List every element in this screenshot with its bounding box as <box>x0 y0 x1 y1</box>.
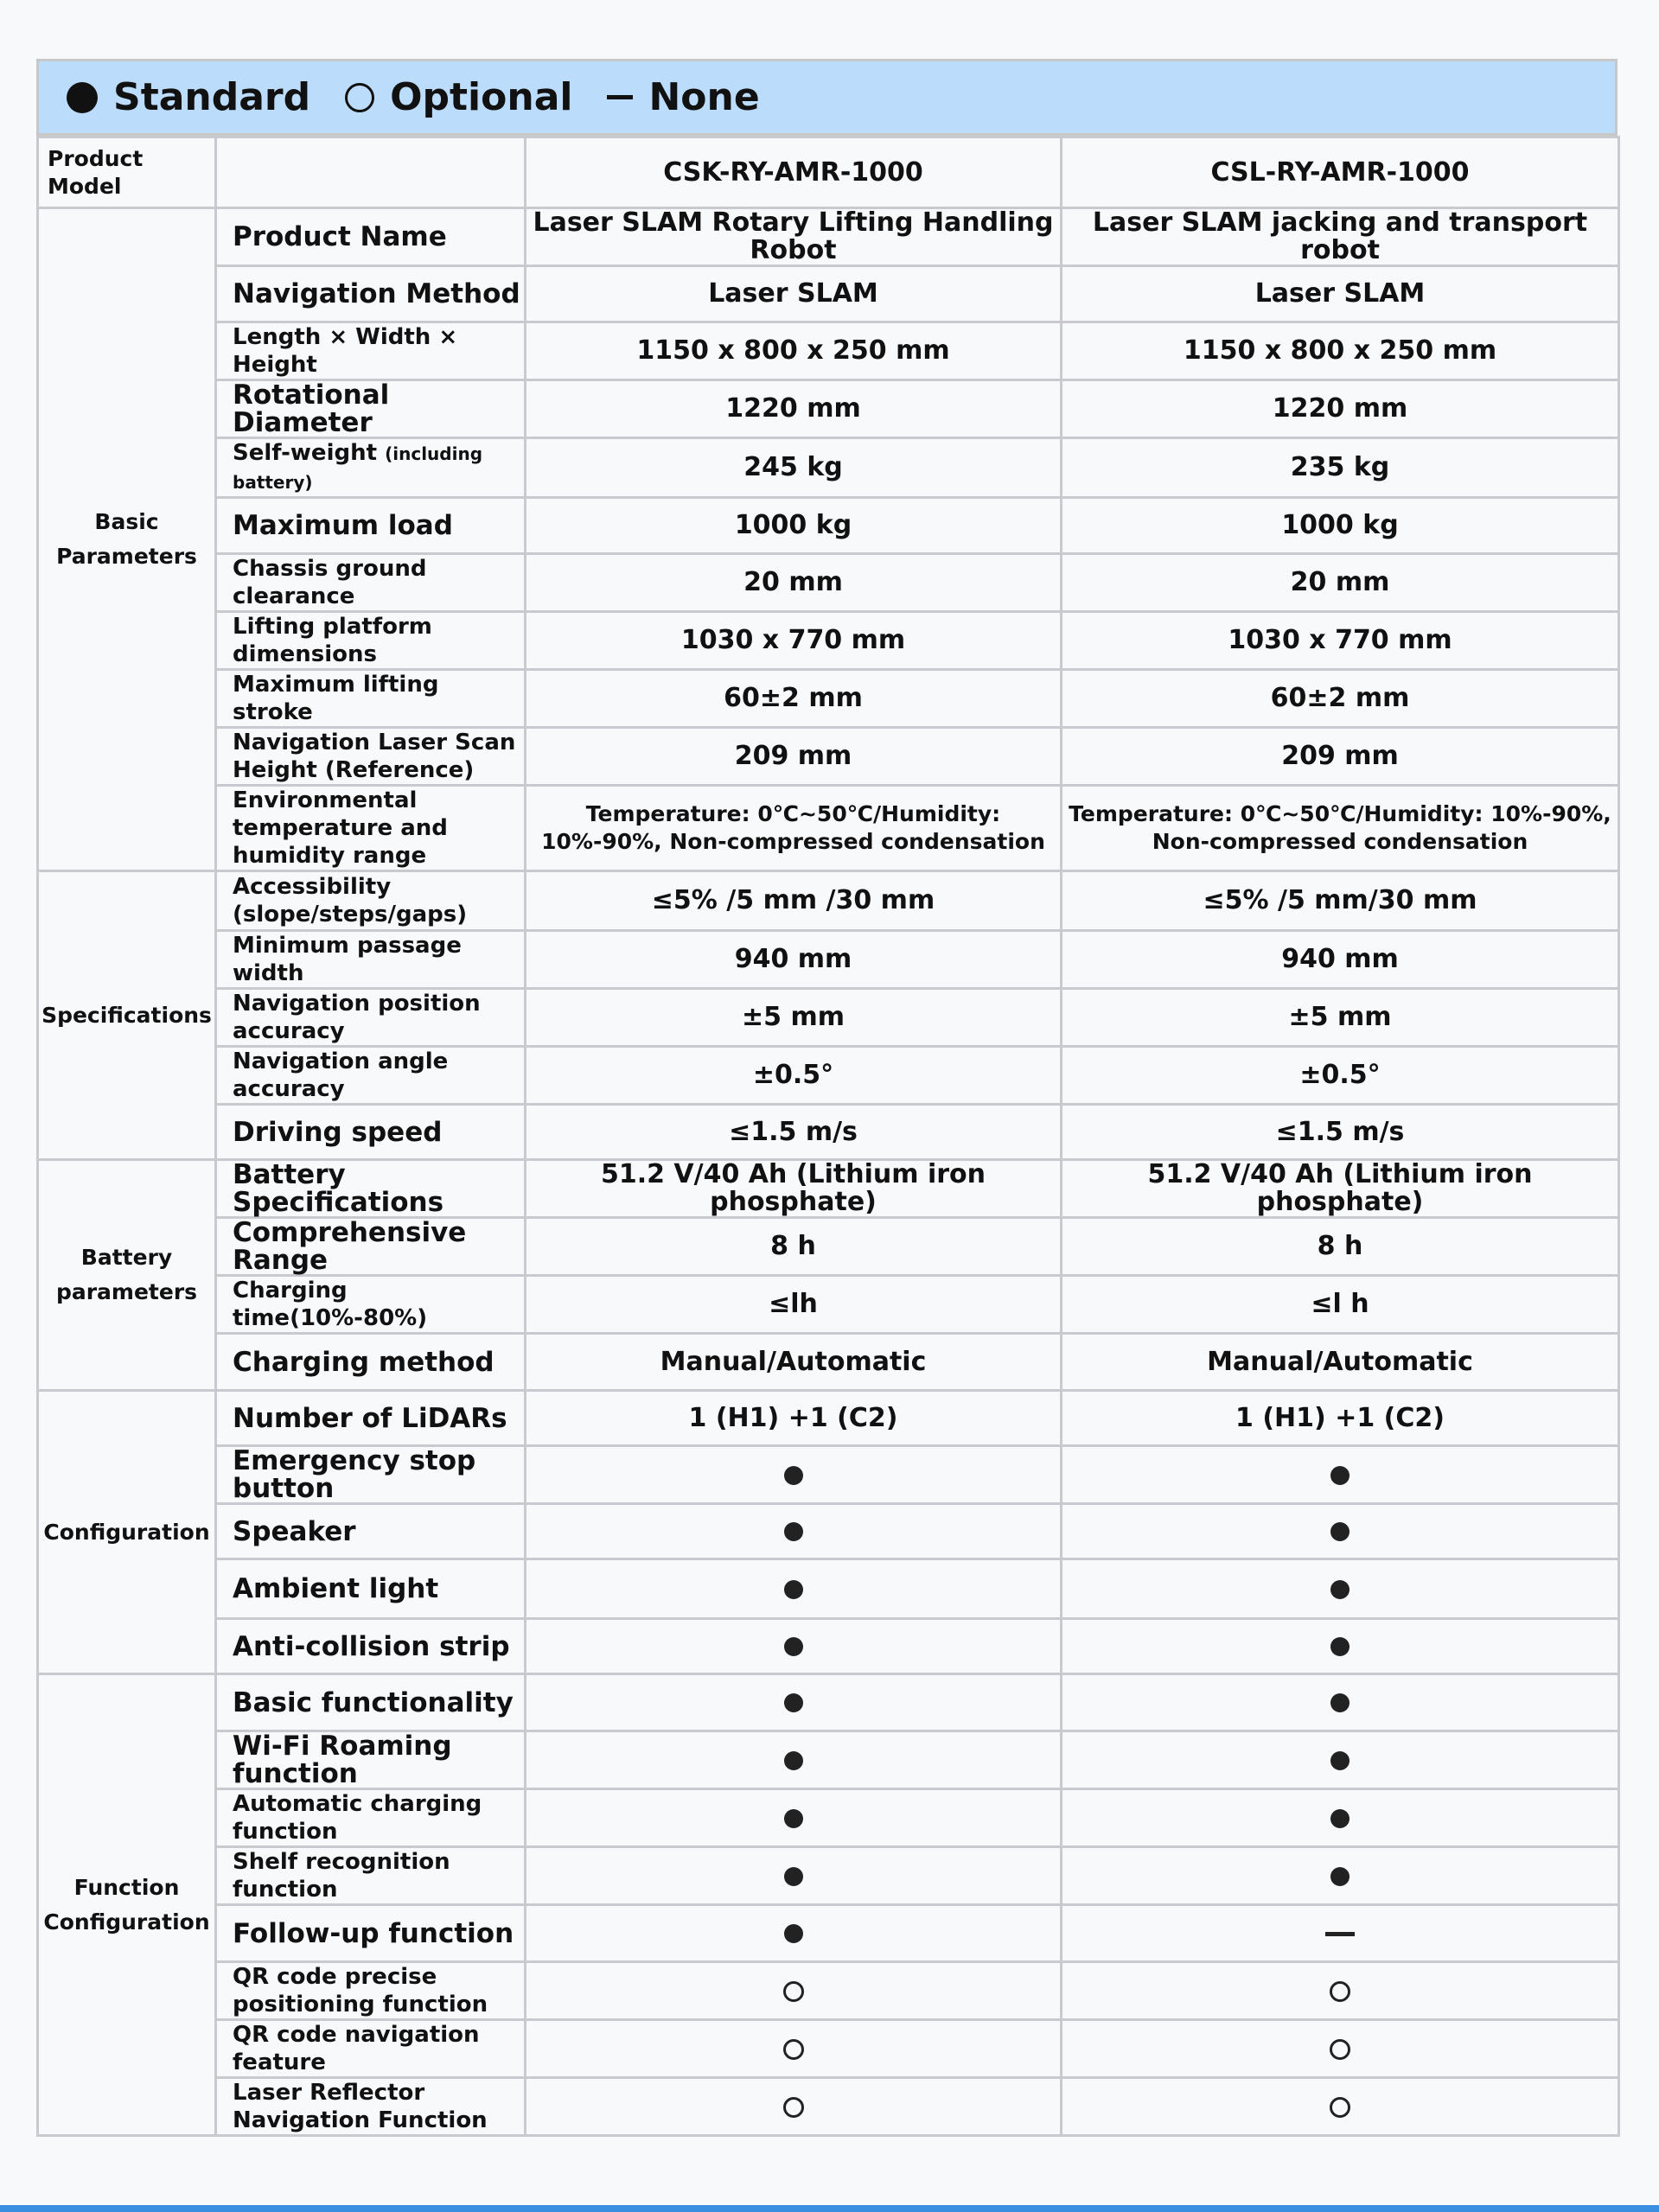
value-text: Laser SLAM Rotary Lifting Handling Robot <box>533 207 1054 265</box>
value-text: 235 kg <box>1290 452 1390 482</box>
legend-standard-label: Standard <box>113 75 311 119</box>
row-label-text: QR code precise positioning function <box>233 1964 488 2018</box>
value-text: ≤5% /5 mm/30 mm <box>1203 885 1477 915</box>
value-text: 20 mm <box>743 567 843 597</box>
value-cell-a <box>526 1446 1062 1504</box>
table-row <box>38 871 1619 931</box>
table-row <box>38 1218 1619 1276</box>
table-row <box>38 1160 1619 1218</box>
table-row <box>38 1619 1619 1674</box>
value-cell-b <box>1062 1446 1619 1504</box>
table-row <box>38 554 1619 612</box>
row-label <box>216 1504 526 1559</box>
value-cell-a <box>526 1559 1062 1619</box>
row-label <box>216 1334 526 1391</box>
value-cell-b <box>1062 1905 1619 1962</box>
filled-circle-icon <box>1330 1693 1350 1712</box>
value-cell-b <box>1062 1391 1619 1446</box>
row-label-text: Automatic charging function <box>233 1791 482 1845</box>
value-cell-b <box>1062 1731 1619 1789</box>
table-row <box>38 931 1619 989</box>
value-cell-b <box>1062 266 1619 322</box>
value-cell-a <box>526 1789 1062 1847</box>
filled-circle-icon <box>67 82 98 113</box>
row-label <box>216 728 526 786</box>
table-row <box>38 1559 1619 1619</box>
group-label-specs: Specifications <box>38 871 216 1160</box>
row-label <box>216 498 526 554</box>
value-cell-b <box>1062 786 1619 871</box>
row-label-text: Laser Reflector Navigation Function <box>233 2080 488 2133</box>
value-cell-a <box>526 498 1062 554</box>
value-text: Laser SLAM jacking and transport robot <box>1092 207 1588 265</box>
row-label <box>216 438 526 498</box>
row-label-text: Rotational Diameter <box>233 379 390 438</box>
row-label-text: Self-weight <box>233 440 378 466</box>
row-label-text: Navigation Laser Scan Height (Reference) <box>233 730 516 783</box>
model-b: CSL-RY-AMR-1000 <box>1062 137 1619 208</box>
group-label-battery: Battery parameters <box>38 1160 216 1391</box>
row-label <box>216 1674 526 1731</box>
row-label-text: Product Name <box>233 221 447 252</box>
filled-circle-icon <box>784 1466 803 1485</box>
value-cell-a <box>526 1391 1062 1446</box>
row-label <box>216 2078 526 2136</box>
value-cell-a <box>526 1504 1062 1559</box>
value-cell-a <box>526 266 1062 322</box>
table-row <box>38 728 1619 786</box>
dash-icon <box>1325 1932 1355 1936</box>
filled-circle-icon <box>784 1693 803 1712</box>
filled-circle-icon <box>784 1580 803 1599</box>
value-cell-b <box>1062 1334 1619 1391</box>
value-cell-a <box>526 1218 1062 1276</box>
value-text: 1150 x 800 x 250 mm <box>636 335 950 366</box>
value-text: ±0.5° <box>752 1060 834 1090</box>
value-cell-b <box>1062 1789 1619 1847</box>
value-cell-b <box>1062 1276 1619 1334</box>
value-text: 60±2 mm <box>724 683 863 713</box>
table-row <box>38 2078 1619 2136</box>
row-label-text: Comprehensive Range <box>233 1217 467 1276</box>
row-label <box>216 1391 526 1446</box>
table-row <box>38 1962 1619 2020</box>
table-row <box>38 1105 1619 1160</box>
value-text: 940 mm <box>1281 944 1399 974</box>
value-cell-a <box>526 931 1062 989</box>
table-row <box>38 1504 1619 1559</box>
row-label-text: Charging method <box>233 1346 495 1378</box>
filled-circle-icon <box>784 1924 803 1943</box>
value-cell-b <box>1062 1619 1619 1674</box>
row-label-text: Environmental temperature and humidity range <box>233 787 448 869</box>
value-text: ±0.5° <box>1299 1060 1381 1090</box>
row-label-text: QR code navigation feature <box>233 2022 480 2075</box>
table-row <box>38 612 1619 670</box>
legend-optional <box>345 75 572 119</box>
value-cell-b <box>1062 1847 1619 1905</box>
row-label-text: Charging time(10%-80%) <box>233 1278 428 1331</box>
hollow-circle-icon <box>783 2097 804 2118</box>
value-cell-b <box>1062 554 1619 612</box>
row-label-text: Maximum load <box>233 510 453 541</box>
value-text: Manual/Automatic <box>660 1346 927 1377</box>
value-cell-a <box>526 438 1062 498</box>
value-text: 1220 mm <box>1272 393 1408 424</box>
row-label <box>216 1559 526 1619</box>
row-label-text: Wi-Fi Roaming function <box>233 1731 452 1789</box>
table-row <box>38 438 1619 498</box>
value-cell-a <box>526 1047 1062 1105</box>
row-label-text: Emergency stop button <box>233 1445 476 1504</box>
row-label-text: Driving speed <box>233 1116 443 1148</box>
value-text: Temperature: 0℃~50℃/Humidity: 10%-90%, Non-compressed condensation <box>541 801 1045 854</box>
value-text: ≤l h <box>1311 1289 1369 1319</box>
table-row <box>38 208 1619 266</box>
value-text: 1030 x 770 mm <box>680 625 906 655</box>
row-label <box>216 1446 526 1504</box>
row-label <box>216 2020 526 2078</box>
row-label <box>216 1105 526 1160</box>
row-label <box>216 554 526 612</box>
value-cell-b <box>1062 612 1619 670</box>
filled-circle-icon <box>1330 1466 1350 1485</box>
filled-circle-icon <box>784 1637 803 1656</box>
row-label-text: Navigation angle accuracy <box>233 1049 449 1102</box>
row-label <box>216 322 526 380</box>
value-cell-a <box>526 786 1062 871</box>
value-cell-b <box>1062 1559 1619 1619</box>
table-row <box>38 1905 1619 1962</box>
value-text: ≤1.5 m/s <box>1275 1116 1405 1147</box>
model-header-label: Product Model <box>38 137 216 208</box>
row-label <box>216 871 526 931</box>
value-text: 1000 kg <box>734 510 852 540</box>
spec-sheet <box>36 59 1618 2137</box>
row-label-text: Basic functionality <box>233 1686 514 1718</box>
value-cell-b <box>1062 1105 1619 1160</box>
row-label-text: Shelf recognition function <box>233 1849 450 1903</box>
table-row <box>38 2020 1619 2078</box>
table-row <box>38 1334 1619 1391</box>
table-row <box>38 1047 1619 1105</box>
filled-circle-icon <box>1330 1809 1350 1828</box>
row-label <box>216 931 526 989</box>
model-header-blank <box>216 137 526 208</box>
value-text: ±5 mm <box>1288 1002 1392 1032</box>
row-label <box>216 1847 526 1905</box>
value-text: 1220 mm <box>725 393 861 424</box>
value-cell-b <box>1062 2020 1619 2078</box>
row-label-text: Maximum lifting stroke <box>233 672 439 725</box>
value-text: 209 mm <box>734 741 852 771</box>
row-label <box>216 1218 526 1276</box>
table-row <box>38 1731 1619 1789</box>
row-label-text: Chassis ground clearance <box>233 556 427 609</box>
filled-circle-icon <box>784 1867 803 1886</box>
table-row <box>38 266 1619 322</box>
row-label-text: Anti-collision strip <box>233 1630 510 1662</box>
legend-optional-label: Optional <box>390 75 573 119</box>
table-row <box>38 380 1619 438</box>
value-cell-a <box>526 554 1062 612</box>
table-row <box>38 1789 1619 1847</box>
value-text: Laser SLAM <box>1254 278 1426 309</box>
value-text: ≤5% /5 mm /30 mm <box>651 885 935 915</box>
model-a: CSK-RY-AMR-1000 <box>526 137 1062 208</box>
legend-none-label: None <box>648 75 760 119</box>
value-cell-a <box>526 871 1062 931</box>
value-cell-b <box>1062 1047 1619 1105</box>
value-cell-a <box>526 2078 1062 2136</box>
model-row <box>38 137 1619 208</box>
value-text: 209 mm <box>1281 741 1399 771</box>
value-text: 1030 x 770 mm <box>1228 625 1452 655</box>
value-cell-b <box>1062 1504 1619 1559</box>
value-cell-a <box>526 1334 1062 1391</box>
value-text: 51.2 V/40 Ah (Lithium iron phosphate) <box>600 1159 986 1217</box>
value-cell-a <box>526 728 1062 786</box>
row-label-text: Lifting platform dimensions <box>233 614 432 667</box>
value-cell-a <box>526 1962 1062 2020</box>
value-text: 1150 x 800 x 250 mm <box>1183 335 1497 366</box>
value-cell-b <box>1062 989 1619 1047</box>
table-row <box>38 989 1619 1047</box>
legend-bar <box>36 59 1618 136</box>
value-cell-b <box>1062 1674 1619 1731</box>
table-row <box>38 1446 1619 1504</box>
value-text: 60±2 mm <box>1270 683 1410 713</box>
spec-table <box>36 136 1620 2137</box>
row-label-text: Navigation position accuracy <box>233 991 481 1044</box>
value-text: Temperature: 0℃~50℃/Humidity: 10%-90%, Non-compressed condensation <box>1069 801 1611 854</box>
row-label <box>216 380 526 438</box>
legend-standard <box>67 75 310 119</box>
row-label-text: Ambient light <box>233 1573 439 1604</box>
value-cell-a <box>526 1619 1062 1674</box>
row-label-note: (including battery) <box>233 443 483 493</box>
value-cell-a <box>526 612 1062 670</box>
row-label <box>216 266 526 322</box>
table-row <box>38 498 1619 554</box>
value-cell-b <box>1062 322 1619 380</box>
value-cell-a <box>526 2020 1062 2078</box>
value-text: 1 (H1) +1 (C2) <box>1235 1402 1445 1433</box>
row-label-text: Speaker <box>233 1515 356 1547</box>
value-cell-b <box>1062 2078 1619 2136</box>
value-text: 8 h <box>770 1231 816 1261</box>
row-label <box>216 1160 526 1218</box>
value-cell-a <box>526 208 1062 266</box>
value-cell-a <box>526 1160 1062 1218</box>
hollow-circle-icon <box>1330 2039 1350 2060</box>
value-text: ±5 mm <box>742 1002 845 1032</box>
table-row <box>38 1391 1619 1446</box>
value-text: 1 (H1) +1 (C2) <box>688 1402 898 1433</box>
value-cell-a <box>526 670 1062 728</box>
value-cell-b <box>1062 1218 1619 1276</box>
value-text: ≤lh <box>769 1289 818 1319</box>
value-text: 245 kg <box>743 452 843 482</box>
value-cell-a <box>526 1905 1062 1962</box>
hollow-circle-icon <box>783 2039 804 2060</box>
table-row <box>38 322 1619 380</box>
value-cell-a <box>526 1731 1062 1789</box>
row-label-text: Number of LiDARs <box>233 1402 507 1434</box>
row-label <box>216 786 526 871</box>
value-cell-a <box>526 1105 1062 1160</box>
group-label-config: Configuration <box>38 1391 216 1674</box>
value-cell-b <box>1062 931 1619 989</box>
row-label-text: Minimum passage width <box>233 933 462 986</box>
table-row <box>38 786 1619 871</box>
row-label <box>216 1047 526 1105</box>
legend-none <box>607 75 759 119</box>
row-label <box>216 1962 526 2020</box>
value-text: 51.2 V/40 Ah (Lithium iron phosphate) <box>1147 1159 1533 1217</box>
filled-circle-icon <box>1330 1867 1350 1886</box>
value-text: Manual/Automatic <box>1207 1346 1473 1377</box>
filled-circle-icon <box>784 1809 803 1828</box>
group-label-basic: Basic Parameters <box>38 208 216 871</box>
row-label-text: Battery Specifications <box>233 1159 444 1218</box>
row-label <box>216 208 526 266</box>
row-label <box>216 670 526 728</box>
row-label-text: Follow-up function <box>233 1917 514 1949</box>
value-cell-a <box>526 989 1062 1047</box>
value-cell-b <box>1062 670 1619 728</box>
row-label <box>216 612 526 670</box>
row-label <box>216 1731 526 1789</box>
value-cell-b <box>1062 1160 1619 1218</box>
value-cell-a <box>526 1674 1062 1731</box>
value-cell-b <box>1062 728 1619 786</box>
group-label-function: Function Configuration <box>38 1674 216 2136</box>
table-row <box>38 1674 1619 1731</box>
value-cell-a <box>526 1847 1062 1905</box>
row-label <box>216 1619 526 1674</box>
filled-circle-icon <box>1330 1522 1350 1541</box>
row-label-text: Accessibility (slope/steps/gaps) <box>233 874 468 928</box>
filled-circle-icon <box>1330 1637 1350 1656</box>
value-cell-a <box>526 322 1062 380</box>
row-label <box>216 1905 526 1962</box>
hollow-circle-icon <box>1330 1981 1350 2002</box>
value-text: 20 mm <box>1290 567 1390 597</box>
value-text: 1000 kg <box>1281 510 1399 540</box>
table-row <box>38 1276 1619 1334</box>
value-text: Laser SLAM <box>708 278 878 309</box>
bottom-accent-bar <box>0 2205 1659 2212</box>
value-cell-b <box>1062 871 1619 931</box>
value-text: 8 h <box>1317 1231 1363 1261</box>
value-cell-b <box>1062 498 1619 554</box>
filled-circle-icon <box>1330 1580 1350 1599</box>
row-label <box>216 989 526 1047</box>
row-label-text: Length × Width × Height <box>233 324 458 378</box>
hollow-circle-icon <box>345 83 374 112</box>
value-text: ≤1.5 m/s <box>729 1116 858 1147</box>
dash-icon <box>607 95 633 99</box>
table-row <box>38 1847 1619 1905</box>
value-cell-b <box>1062 380 1619 438</box>
table-row <box>38 670 1619 728</box>
filled-circle-icon <box>1330 1751 1350 1770</box>
value-cell-b <box>1062 208 1619 266</box>
value-cell-b <box>1062 1962 1619 2020</box>
value-cell-a <box>526 380 1062 438</box>
value-cell-a <box>526 1276 1062 1334</box>
hollow-circle-icon <box>783 1981 804 2002</box>
filled-circle-icon <box>784 1751 803 1770</box>
row-label-text: Navigation Method <box>233 278 520 309</box>
value-text: 940 mm <box>734 944 852 974</box>
row-label <box>216 1276 526 1334</box>
hollow-circle-icon <box>1330 2097 1350 2118</box>
filled-circle-icon <box>784 1522 803 1541</box>
value-cell-b <box>1062 438 1619 498</box>
row-label <box>216 1789 526 1847</box>
